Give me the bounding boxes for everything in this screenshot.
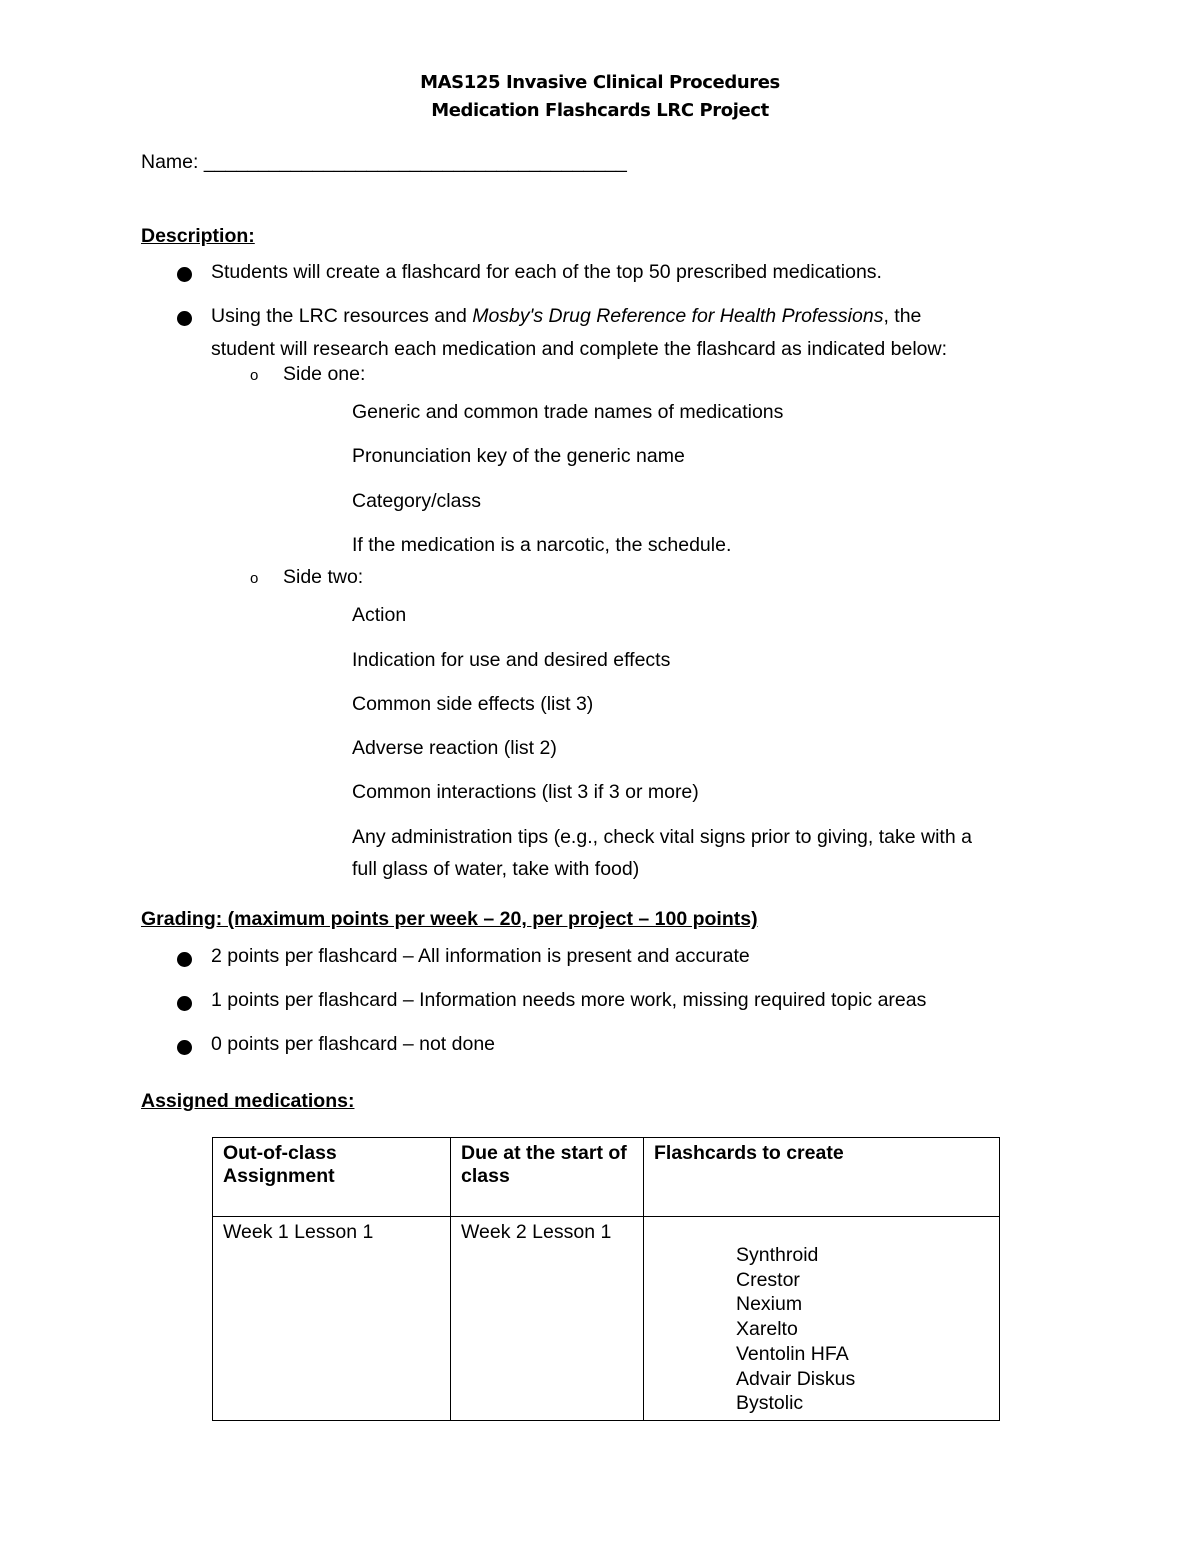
column-header: Due at the start of class: [451, 1138, 644, 1217]
mosby-reference: Mosby's Drug Reference for Health Professions: [472, 305, 884, 327]
title-line-1: MAS125 Invasive Clinical Procedures: [420, 72, 780, 93]
description-bullet-2: [211, 305, 921, 328]
bullet-icon: [177, 952, 192, 967]
medication-list: [736, 1243, 989, 1416]
side-two-item: Adverse reaction (list 2): [352, 737, 557, 759]
bullet-icon: [177, 996, 192, 1011]
due-cell: Week 2 Lesson 1: [451, 1217, 644, 1421]
side-one-item: Category/class: [352, 490, 481, 512]
bullet-icon: [177, 311, 192, 326]
table-row: [213, 1217, 1000, 1421]
description-bullet-2-line-2: student will research each medication and complete the flashcard as indicated below:: [211, 338, 948, 360]
description-bullet-1: Students will create a flashcard for each of the top 50 prescribed medications.: [211, 261, 882, 283]
side-one-item: Pronunciation key of the generic name: [352, 445, 685, 467]
grading-item: 2 points per flashcard – All information is present and accurate: [211, 945, 750, 967]
name-blank-line: _______________________________________: [203, 151, 627, 173]
flashcards-cell: [644, 1217, 1000, 1421]
table-header-row: [213, 1138, 1000, 1217]
side-one-label: Side one:: [283, 363, 366, 385]
side-two-item: Indication for use and desired effects: [352, 649, 671, 671]
side-one-item: Generic and common trade names of medications: [352, 401, 784, 423]
column-header: Flashcards to create: [644, 1138, 1000, 1217]
side-two-item: Common interactions (list 3 if 3 or more): [352, 781, 699, 803]
side-two-item: Action: [352, 604, 407, 626]
grading-item: 1 points per flashcard – Information needs more work, missing required topic areas: [211, 989, 927, 1011]
circle-bullet-icon: o: [250, 570, 259, 587]
side-two-item: Any administration tips (e.g., check vital signs prior to giving, take with a: [352, 826, 972, 848]
bullet-icon: [177, 267, 192, 282]
bullet-2-text-a: Using the LRC resources and: [211, 305, 473, 327]
grading-heading: Grading: (maximum points per week – 20, per project – 100 points): [141, 908, 758, 930]
assigned-medications-heading: Assigned medications:: [141, 1090, 355, 1112]
side-one-item: If the medication is a narcotic, the schedule.: [352, 534, 732, 556]
medication-item: Advair Diskus: [736, 1367, 856, 1390]
grading-item: 0 points per flashcard – not done: [211, 1033, 496, 1055]
medications-table: [212, 1137, 1000, 1421]
medication-item: Synthroid: [736, 1244, 819, 1266]
assignment-cell: Week 1 Lesson 1: [213, 1217, 451, 1421]
bullet-icon: [177, 1040, 192, 1055]
medication-item: Nexium: [736, 1293, 803, 1316]
side-two-label: Side two:: [283, 566, 364, 588]
name-field: [141, 151, 627, 174]
side-two-item: full glass of water, take with food): [352, 858, 640, 880]
name-label: Name:: [141, 151, 204, 173]
medication-item: Xarelto: [736, 1318, 798, 1341]
title-line-2: Medication Flashcards LRC Project: [431, 100, 769, 121]
side-two-item: Common side effects (list 3): [352, 693, 594, 715]
circle-bullet-icon: o: [250, 367, 259, 384]
column-header: Out-of-class Assignment: [213, 1138, 451, 1217]
description-heading: Description:: [141, 225, 255, 247]
medication-item: Ventolin HFA: [736, 1342, 849, 1365]
bullet-2-text-b: , the: [883, 305, 922, 327]
medication-item: Bystolic: [736, 1392, 804, 1415]
medication-item: Crestor: [736, 1268, 800, 1291]
